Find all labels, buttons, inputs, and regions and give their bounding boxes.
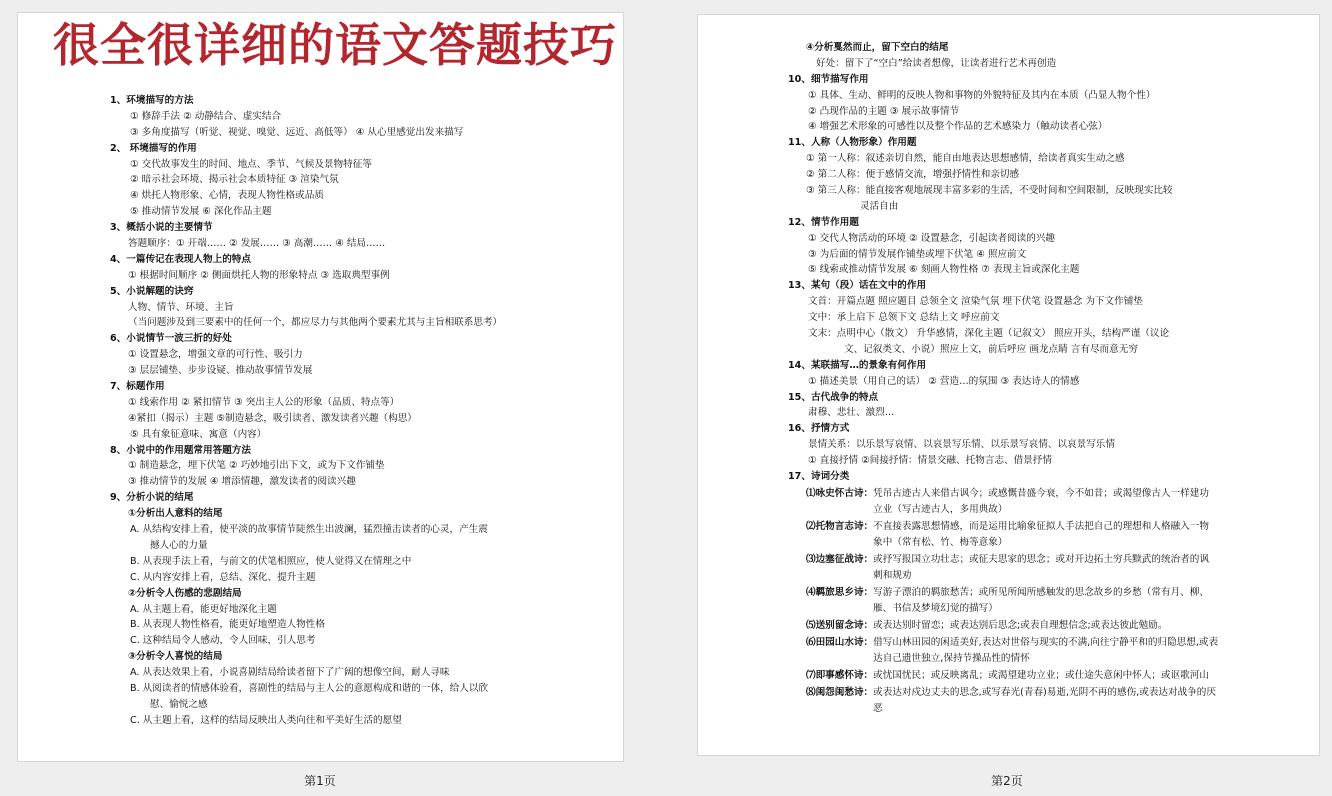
text-line: ② 第二人称：便于感情交流，增强抒情性和亲切感	[806, 169, 1020, 181]
text-line: ① 线索作用 ② 紧扣情节 ③ 突出主人公的形象（品质、特点等）	[128, 396, 400, 408]
text-line: 答题顺序：① 开端…… ② 发展…… ③ 高潮…… ④ 结局……	[128, 238, 386, 250]
poem-category	[788, 618, 1316, 634]
poem-category-label: ⑺即事感怀诗：	[806, 669, 874, 681]
text-line: ① 制造悬念，埋下伏笔 ② 巧妙地引出下文，或为下文作铺垫	[128, 460, 385, 472]
poem-category-text: 凭吊古迹古人来借古讽今；或感慨昔盛今衰，今不如昔；或渴望像古人一样建功立业（写古迹古人，多用典故）	[873, 487, 1209, 515]
text-line: ① 具体、生动、鲜明的反映人物和事物的外貌特征及其内在本质（凸显人物个性）	[808, 89, 1156, 101]
poem-category	[788, 486, 1316, 518]
poem-category-label: ⑸送别留念诗：	[806, 619, 874, 631]
page-1-content	[110, 93, 620, 729]
poem-category-label: ⑶边塞征战诗：	[806, 553, 874, 565]
section-heading: 3、概括小说的主要情节	[110, 222, 213, 234]
text-line: ③ 层层铺垫、步步设疑、推动故事情节发展	[128, 365, 313, 377]
text-line: ③ 第三人称：能直接客观地展现丰富多彩的生活，不受时间和空间限制，反映现实比较	[806, 185, 1173, 197]
section-heading: 12、情节作用题	[788, 216, 859, 228]
text-line: ④ 增强艺术形象的可感性以及整个作品的艺术感染力（触动读者心弦）	[808, 121, 1108, 133]
section-heading: 1、环境描写的方法	[110, 95, 194, 106]
text-line: ③ 为后面的情节发展作铺垫或埋下伏笔 ④ 照应前文	[808, 248, 1027, 260]
section-heading: ③分析令人喜悦的结局	[128, 651, 223, 663]
poem-category	[788, 519, 1316, 551]
document-title: 很全很详细的语文答题技巧	[53, 18, 617, 72]
section-heading: 5、小说解题的诀窍	[110, 285, 194, 297]
text-line: 文、记叙类文、小说）照应上文，前后呼应 画龙点睛 言有尽而意无穷	[844, 343, 1138, 355]
text-line: B. 从阅读者的情感体验看，喜剧性的结局与主人公的意愿构成和谐的一体，给人以欣	[130, 682, 489, 694]
text-line: 好处：留下了“空白”给读者想像，让读者进行艺术再创造	[816, 57, 1057, 69]
section-heading: 16、抒情方式	[788, 423, 850, 435]
poem-category-text: 或忧国忧民；或反映离乱；或渴望建功立业；或仕途失意闲中怀人；或讴歌河山	[873, 669, 1209, 681]
text-line: 景情关系：以乐景写哀情、以哀景写乐情、以乐景写哀情、以哀景写乐情	[808, 439, 1115, 451]
section-heading: 6、小说情节一波三折的好处	[110, 333, 232, 345]
section-heading: ①分析出人意料的结尾	[128, 508, 223, 520]
text-line: 文首：开篇点题 照应题目 总领全文 渲染气氛 埋下伏笔 设置悬念 为下文作铺垫	[808, 296, 1143, 308]
poem-category-text: 借写山林田园的闲适美好,表达对世俗与现实的不满,向往宁静平和的归隐思想,或表达自己遗世独立,保持节操品性的情怀	[873, 636, 1219, 664]
text-line: ③ 多角度描写（听觉、视觉、嗅觉、远近、高低等） ④ 从心里感觉出发来描写	[130, 126, 464, 138]
text-line: ③ 推动情节的发展 ④ 增添情趣，激发读者的阅读兴趣	[128, 476, 356, 488]
text-line: C. 从内容安排上看，总结、深化、提升主题	[130, 571, 316, 583]
poem-category-text: 或表达别时留恋；或表达别后思念;或表自理想信念;或表达彼此勉励。	[873, 619, 1168, 631]
text-line: 撼人心的力量	[150, 539, 208, 551]
poem-category	[788, 685, 1316, 717]
section-heading: 7、标题作用	[110, 381, 165, 393]
page-2-content	[788, 40, 1316, 717]
poem-category-text: 不直接表露思想情感，而是运用比喻象征拟人手法把自己的理想和人格融入一物象中（常有松、竹、梅等意象）	[873, 520, 1209, 548]
poem-category	[788, 552, 1316, 584]
text-line: A. 从主题上看，能更好地深化主题	[130, 603, 277, 615]
section-heading: 2、 环境描写的作用	[110, 142, 197, 154]
text-line: 灵活自由	[860, 200, 899, 212]
text-line: 文末：点明中心（散文） 升华感情，深化主题（记叙文） 照应开头，结构严谨（议论	[808, 328, 1170, 340]
poem-category-label: ⑹田园山水诗：	[806, 636, 874, 648]
text-line: C. 这种结局令人感动，令人回味，引人思考	[130, 635, 316, 647]
text-line: ⑤ 具有象征意味、寓意（内容）	[130, 428, 267, 440]
text-line: ① 设置悬念，增强文章的可行性、吸引力	[128, 349, 303, 361]
section-heading: ②分析令人伤感的悲剧结局	[128, 587, 242, 599]
section-heading: 10、细节描写作用	[788, 73, 869, 85]
section-heading: 9、分析小说的结尾	[110, 492, 194, 504]
text-line: ① 交代故事发生的时间、地点、季节、气候及景物特征等	[130, 158, 372, 170]
text-line: B. 从表现手法上看，与前文的伏笔相照应，使人觉得又在情理之中	[130, 555, 412, 567]
section-heading: 8、小说中的作用题常用答题方法	[110, 444, 251, 456]
text-line: 人物、情节、环境、主旨	[128, 301, 234, 313]
poem-category-label: ⑻闺怨闺愁诗：	[806, 686, 874, 698]
text-line: ② 暗示社会环境、揭示社会本质特征 ③ 渲染气氛	[130, 174, 339, 186]
section-heading: 14、某联描写…的景象有何作用	[788, 359, 927, 371]
section-heading: 17、诗词分类	[788, 471, 850, 483]
section-heading: 11、人称（人物形象）作用题	[788, 137, 917, 149]
poem-category-text: 写游子漂泊的羁旅愁苦；或所见所闻所感触发的思念故乡的乡愁（常有月、柳、雁、书信及梦境幻觉的描写）	[873, 586, 1209, 614]
poem-category	[788, 668, 1316, 684]
text-line: ① 根据时间顺序 ② 侧面烘托人物的形象特点 ③ 选取典型事例	[128, 269, 390, 281]
poem-category	[788, 585, 1316, 617]
text-line: ⑤ 线索或推动情节发展 ⑥ 刻画人物性格 ⑦ 表现主旨或深化主题	[808, 264, 1080, 276]
text-line: A. 从表达效果上看，小说喜剧结局给读者留下了广阔的想像空间，耐人寻味	[130, 667, 450, 679]
section-heading: 4、一篇传记在表现人物上的特点	[110, 253, 251, 265]
text-line: ① 描述美景（用自己的话） ② 营造…的氛围 ③ 表达诗人的情感	[808, 375, 1080, 387]
page-number-1: 第1页	[304, 774, 336, 788]
document-page-1	[17, 12, 624, 762]
text-line: C. 从主题上看，这样的结局反映出人类向往和平美好生活的愿望	[130, 714, 402, 726]
page-number-2: 第2页	[991, 774, 1023, 788]
text-line: A. 从结构安排上看，使平淡的故事情节陡然生出波澜，猛烈撞击读者的心灵，产生震	[130, 524, 488, 536]
text-line: 慰、愉悦之感	[150, 698, 208, 710]
text-line: ① 修辞手法 ② 动静结合、虚实结合	[130, 110, 282, 122]
section-heading: ④分析戛然而止，留下空白的结尾	[806, 42, 949, 53]
text-line: ① 第一人称：叙述亲切自然，能自由地表达思想感情，给读者真实生动之感	[806, 153, 1125, 165]
poem-category-text: 或抒写报国立功壮志；或征夫思家的思念；或对开边拓土穷兵黩武的统治者的讽刺和规劝	[873, 553, 1209, 581]
document-page-2	[697, 14, 1320, 756]
text-line: ① 直接抒情 ②间接抒情：情景交融、托物言志、借景抒情	[808, 455, 1052, 467]
poem-category	[788, 635, 1316, 667]
section-heading: 13、某句（段）话在文中的作用	[788, 280, 927, 292]
text-line: 肃穆、悲壮、激烈…	[808, 407, 895, 419]
text-line: ④紧扣（揭示）主题 ⑤制造悬念，吸引读者、激发读者兴趣（构思）	[128, 412, 417, 424]
text-line: 文中：承上启下 总领下文 总结上文 呼应前文	[808, 312, 1000, 324]
section-heading: 15、古代战争的特点	[788, 391, 879, 403]
poem-category-label: ⑵托物言志诗：	[806, 520, 874, 532]
text-line: B. 从表现人物性格看，能更好地塑造人物性格	[130, 619, 325, 631]
poem-category-label: ⑴咏史怀古诗：	[806, 487, 874, 499]
text-line: ② 凸现作品的主题 ③ 展示故事情节	[808, 105, 960, 117]
text-line: ① 交代人物活动的环境 ② 设置悬念，引起读者阅读的兴趣	[808, 232, 1056, 244]
text-line: （当问题涉及到三要素中的任何一个，都应尽力与其他两个要素尤其与主旨相联系思考）	[128, 317, 503, 329]
poem-category-label: ⑷羁旅思乡诗：	[806, 586, 874, 598]
text-line: ④ 烘托人物形象、心情，表现人物性格或品质	[130, 190, 324, 202]
poem-category-text: 或表达对戍边丈夫的思念,或写春光(青春)易逝,光阴不再的感伤,或表达对战争的厌恶	[873, 686, 1216, 714]
text-line: ⑤ 推动情节发展 ⑥ 深化作品主题	[130, 206, 272, 218]
